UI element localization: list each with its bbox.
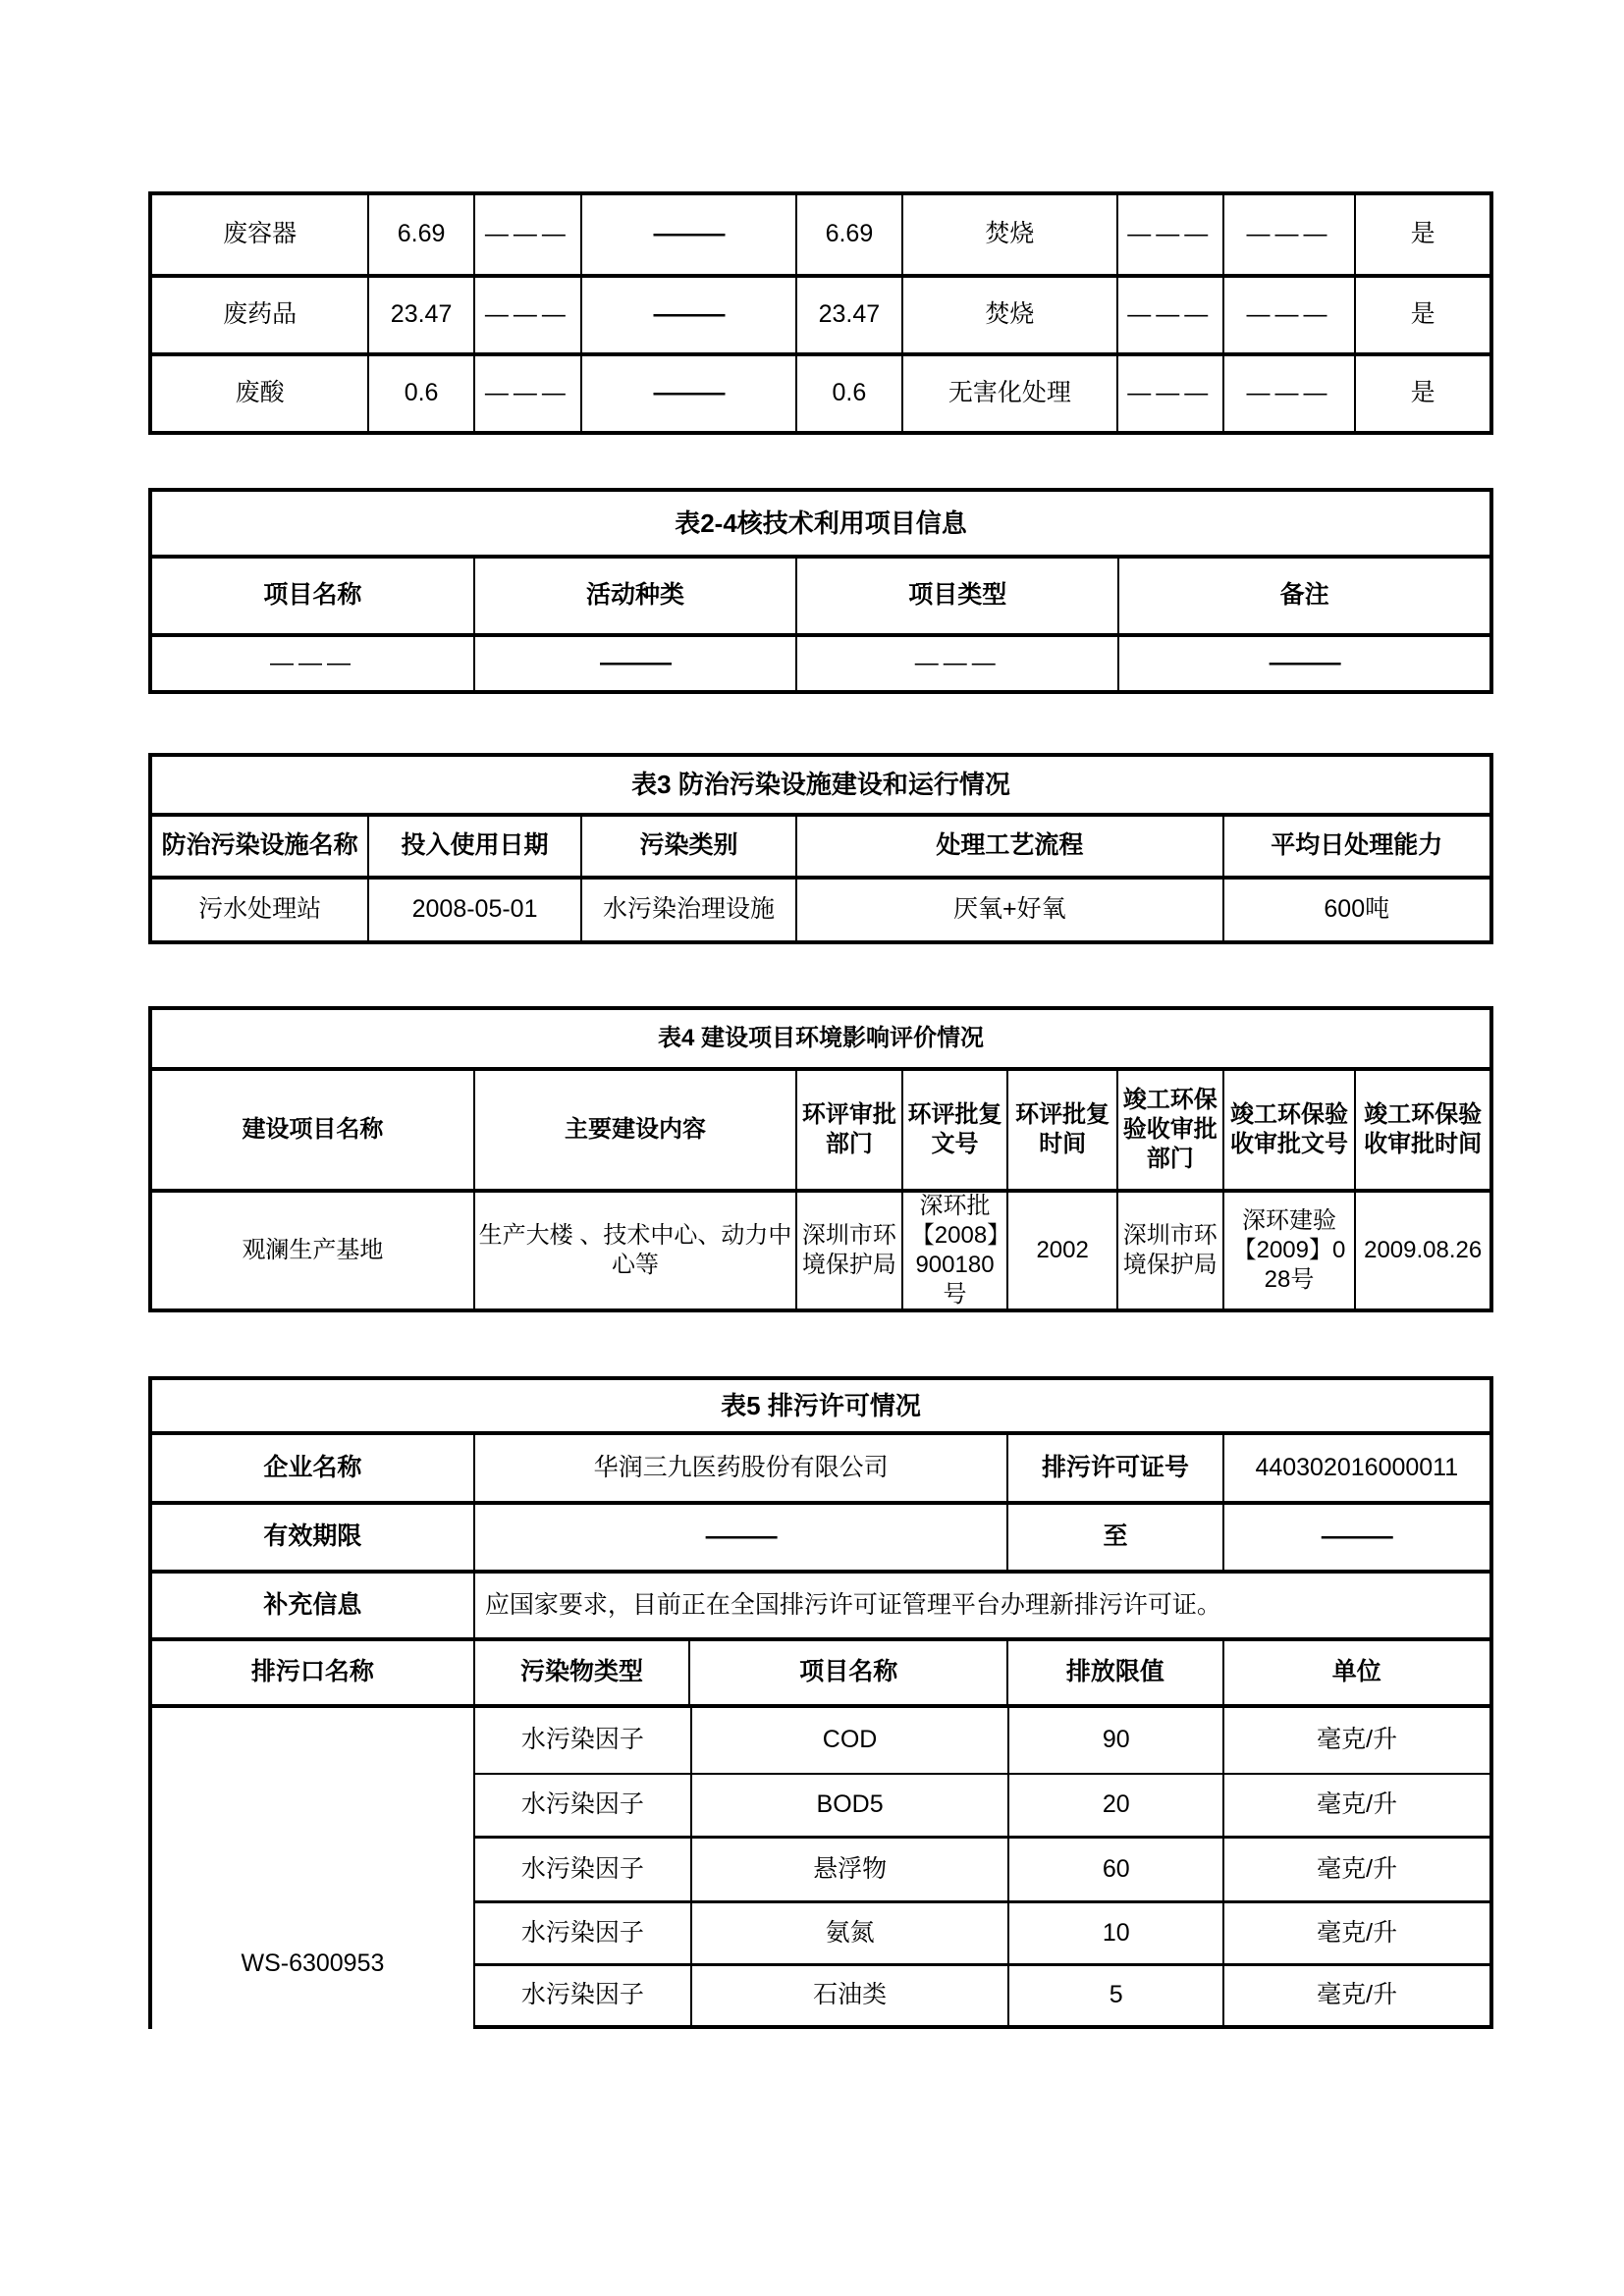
company-label: 企业名称 [263, 1453, 362, 1481]
table-title-row [152, 492, 1489, 555]
unit-cell: 毫克/升 [1222, 1903, 1489, 1963]
column-header: 防治污染设施名称 [161, 831, 358, 860]
empty-cell: ——— [1116, 278, 1222, 352]
waste-amount-cell: 0.6 [795, 356, 901, 431]
nuclear-tech-table [148, 488, 1493, 694]
process-cell: 厌氧+好氧 [795, 880, 1221, 940]
pollutant-type-cell: 水污染因子 [520, 1854, 644, 1883]
to-label: 至 [1006, 1505, 1221, 1570]
compliance-cell: 是 [1354, 195, 1489, 274]
limit-value-cell: 20 [1007, 1775, 1222, 1836]
pollutant-type-cell: 水污染因子 [520, 1981, 644, 2009]
supplement-row [152, 1570, 1489, 1637]
column-header: 排放限值 [1006, 1641, 1221, 1704]
outlet-name: WS-6300953 [241, 1949, 385, 1977]
pollutant-type-cell: 水污染因子 [520, 1790, 644, 1819]
pollutant-name-cell: 悬浮物 [690, 1839, 1007, 1900]
empty-cell: ——— [1116, 195, 1222, 274]
empty-cell: ——— [1222, 195, 1355, 274]
pollutant-type-cell: 水污染因子 [520, 1726, 644, 1754]
column-header: 平均日处理能力 [1222, 817, 1489, 876]
waste-amount-cell: 6.69 [367, 195, 473, 274]
permit-number-cell: 440302016000011 [1222, 1435, 1489, 1501]
empty-cell: ——— [473, 637, 795, 690]
column-header: 处理工艺流程 [795, 817, 1221, 876]
unit-cell: 毫克/升 [1222, 1966, 1489, 2025]
column-header: 竣工环保验收审批文号 [1222, 1071, 1355, 1189]
disposal-method-cell: 焚烧 [901, 278, 1116, 352]
column-header: 排污口名称 [250, 1658, 374, 1686]
pollutant-name-cell: BOD5 [690, 1775, 1007, 1836]
limit-value-cell: 90 [1007, 1708, 1222, 1773]
pollutant-name-cell: 氨氮 [690, 1903, 1007, 1963]
column-header: 单位 [1222, 1641, 1489, 1704]
waste-amount-cell: 23.47 [795, 278, 901, 352]
waste-amount-cell: 0.6 [367, 356, 473, 431]
empty-cell: ——— [1222, 278, 1355, 352]
eia-table [148, 1006, 1493, 1312]
validity-to-cell: ——— [1222, 1505, 1489, 1570]
column-header: 投入使用日期 [367, 817, 580, 876]
column-header: 污染物类型 [473, 1641, 688, 1704]
unit-cell: 毫克/升 [1222, 1708, 1489, 1773]
eia-date-cell: 2002 [1006, 1193, 1116, 1308]
eia-dept-cell: 深圳市环境保护局 [795, 1193, 901, 1308]
table-row [152, 274, 1489, 352]
capacity-cell: 600吨 [1222, 880, 1489, 940]
table-header-row [152, 555, 1489, 633]
table-row [475, 1963, 1489, 2025]
document-page [148, 0, 1493, 2029]
acceptance-doc-cell: 深环建验【2009】028号 [1222, 1193, 1355, 1308]
waste-name-cell: 废容器 [223, 220, 298, 248]
empty-cell: ——— [1116, 356, 1222, 431]
limit-value-cell: 5 [1007, 1966, 1222, 2025]
supplement-label: 补充信息 [263, 1590, 362, 1619]
disposal-method-cell: 无害化处理 [901, 356, 1116, 431]
empty-cell: ——— [580, 278, 795, 352]
waste-amount-cell: 23.47 [367, 278, 473, 352]
column-header: 环评批复时间 [1006, 1071, 1116, 1189]
limit-value-cell: 10 [1007, 1903, 1222, 1963]
waste-amount-cell: 6.69 [795, 195, 901, 274]
table-row [475, 1708, 1489, 1773]
validity-label: 有效期限 [263, 1522, 362, 1551]
empty-cell: ——— [580, 356, 795, 431]
project-content-cell: 生产大楼 、技术中心、动力中心等 [473, 1193, 795, 1308]
supplement-text-cell: 应国家要求，目前正在全国排污许可证管理平台办理新排污许可证。 [473, 1574, 1489, 1637]
table-header-row [152, 1067, 1489, 1189]
table-row [475, 1773, 1489, 1836]
table-title: 表2-4核技术利用项目信息 [675, 507, 967, 538]
empty-cell: ——— [473, 356, 580, 431]
column-header: 污染类别 [580, 817, 795, 876]
table-row [475, 1836, 1489, 1900]
column-header: 项目类型 [795, 559, 1117, 633]
table-row [475, 1900, 1489, 1963]
validity-from-cell: ——— [473, 1505, 1006, 1570]
empty-cell: ——— [1222, 356, 1355, 431]
table-title: 表4 建设项目环境影响评价情况 [657, 1025, 984, 1051]
pollutant-type-cell: 水污染因子 [520, 1918, 644, 1947]
column-header: 环评批复文号 [901, 1071, 1007, 1189]
hazardous-waste-table [148, 191, 1493, 435]
outlet-name-cell [152, 1708, 473, 2029]
limit-value-cell: 60 [1007, 1839, 1222, 1900]
acceptance-dept-cell: 深圳市环境保护局 [1116, 1193, 1222, 1308]
table-row [152, 1189, 1489, 1308]
empty-cell: ——— [580, 195, 795, 274]
column-header: 项目名称 [263, 581, 362, 610]
empty-cell: ——— [795, 637, 1117, 690]
waste-name-cell: 废药品 [223, 300, 298, 329]
table-header-row [152, 813, 1489, 876]
table-title: 表3 防治污染设施建设和运行情况 [631, 770, 1010, 800]
empty-cell: ——— [269, 650, 355, 676]
pollutant-name-cell: COD [690, 1708, 1007, 1773]
discharge-permit-table [148, 1376, 1493, 2029]
column-header: 建设项目名称 [242, 1116, 384, 1143]
compliance-cell: 是 [1354, 278, 1489, 352]
pollution-facility-table [148, 753, 1493, 944]
table-row [152, 633, 1489, 690]
eia-doc-cell: 深环批【2008】900180号 [901, 1193, 1007, 1308]
company-name-cell: 华润三九医药股份有限公司 [473, 1435, 1006, 1501]
table-title-row [152, 1010, 1489, 1067]
empty-cell: ——— [473, 278, 580, 352]
pollutant-limit-section [152, 1704, 1489, 2029]
table-title: 表5 排污许可情况 [721, 1390, 921, 1420]
disposal-method-cell: 焚烧 [901, 195, 1116, 274]
column-header: 环评审批部门 [795, 1071, 901, 1189]
column-header: 活动种类 [473, 559, 795, 633]
compliance-cell: 是 [1354, 356, 1489, 431]
unit-cell: 毫克/升 [1222, 1839, 1489, 1900]
empty-cell: ——— [1117, 637, 1489, 690]
acceptance-date-cell: 2009.08.26 [1354, 1193, 1489, 1308]
facility-name-cell: 污水处理站 [198, 895, 322, 924]
table-row [152, 195, 1489, 274]
pollutant-rows [473, 1708, 1489, 2029]
empty-cell: ——— [473, 195, 580, 274]
pollutant-name-cell: 石油类 [690, 1966, 1007, 2025]
column-header: 项目名称 [688, 1641, 1006, 1704]
table-title-row [152, 1380, 1489, 1431]
company-row [152, 1431, 1489, 1501]
column-header: 竣工环保验收审批部门 [1116, 1071, 1222, 1189]
validity-row [152, 1501, 1489, 1570]
table-header-row [152, 1637, 1489, 1704]
project-name-cell: 观澜生产基地 [242, 1237, 384, 1263]
table-row [152, 352, 1489, 431]
start-date-cell: 2008-05-01 [367, 880, 580, 940]
pollution-type-cell: 水污染治理设施 [580, 880, 795, 940]
unit-cell: 毫克/升 [1222, 1775, 1489, 1836]
permit-number-label: 排污许可证号 [1006, 1435, 1221, 1501]
column-header: 主要建设内容 [473, 1071, 795, 1189]
table-title-row [152, 757, 1489, 813]
column-header: 竣工环保验收审批时间 [1354, 1071, 1489, 1189]
column-header: 备注 [1117, 559, 1489, 633]
table-row [152, 876, 1489, 940]
waste-name-cell: 废酸 [235, 379, 285, 407]
